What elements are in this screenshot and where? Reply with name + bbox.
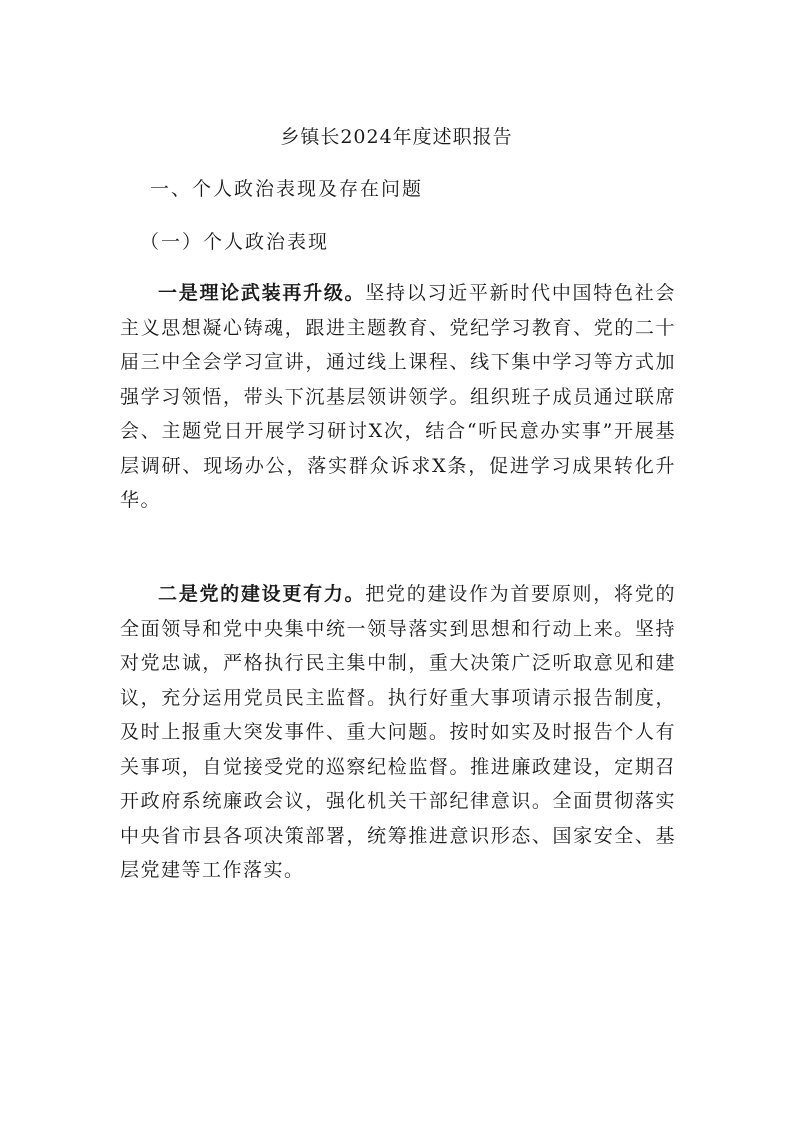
paragraph-body: 坚持以习近平新时代中国特色社会主义思想凝心铸魂，跟进主题教育、党纪学习教育、党的二十届三中全会学习宣讲，通过线上课程、线下集中学习等方式加强学习领悟，带头下沉基层领讲领学。组织班子成员通过联席会、主题党日开展学习研讨X次，结合“听民意办实事”开展基层调研、现场办公，落实群众诉求X条，促进学习成果转化升华。 [120,282,676,511]
paragraph-lead: 二是党的建设更有力。 [158,583,366,605]
subsection-heading: （一）个人政治表现 [140,231,330,253]
paragraph-body: 把党的建设作为首要原则，将党的全面领导和党中央集中统一领导落实到思想和行动上来。坚持对党忠诚，严格执行民主集中制，重大决策广泛听取意见和建议，充分运用党员民主监督。执行好重大事项请示报告制度，及时上报重大突发事件、重大问题。按时如实及时报告个人有关事项，自觉接受党的巡察纪检监督。推进廉政建设，定期召开政府系统廉政会议，强化机关干部纪律意识。全面贯彻落实中央省市县各项决策部署，统筹推进意识形态、国家安全、基层党建等工作落实。 [120,583,676,881]
paragraph-theory [120,276,676,518]
document-title: 乡镇长2024年度述职报告 [280,126,513,148]
section-heading: 一、个人政治表现及存在问题 [150,178,424,200]
paragraph-party-building [120,577,676,888]
paragraph-lead: 一是理论武装再升级。 [158,282,366,304]
